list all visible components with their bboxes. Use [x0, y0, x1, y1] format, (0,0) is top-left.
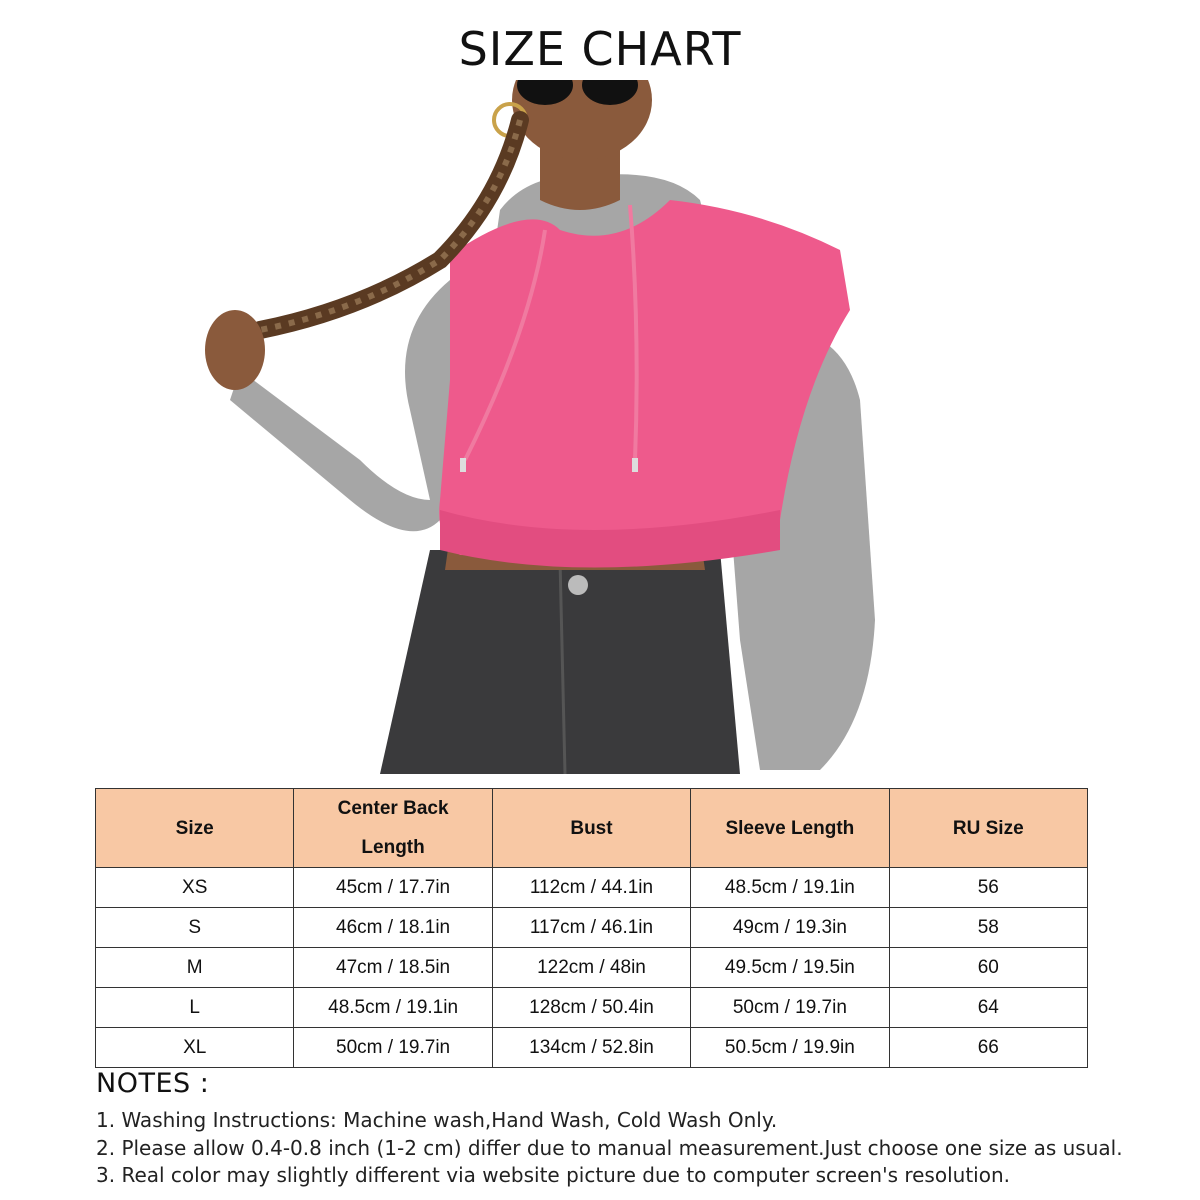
note-item: 3. Real color may slightly different via website picture due to computer screen's resolution. [96, 1163, 1010, 1187]
cell-center-back-length: 46cm / 18.1in [294, 908, 492, 948]
cell-ru-size: 56 [889, 868, 1087, 908]
cell-bust: 134cm / 52.8in [492, 1028, 690, 1068]
cell-ru-size: 58 [889, 908, 1087, 948]
product-photo [200, 80, 890, 774]
cell-center-back-length: 50cm / 19.7in [294, 1028, 492, 1068]
cell-size: S [96, 908, 294, 948]
note-item: 1. Washing Instructions: Machine wash,Hand Wash, Cold Wash Only. [96, 1108, 778, 1132]
cell-bust: 128cm / 50.4in [492, 988, 690, 1028]
size-table [95, 788, 1088, 1068]
cell-ru-size: 66 [889, 1028, 1087, 1068]
table-row [96, 868, 1088, 908]
table-row [96, 1028, 1088, 1068]
cell-size: M [96, 948, 294, 988]
cell-ru-size: 60 [889, 948, 1087, 988]
cell-sleeve-length: 50.5cm / 19.9in [691, 1028, 889, 1068]
cell-center-back-length: 48.5cm / 19.1in [294, 988, 492, 1028]
cell-center-back-length: 45cm / 17.7in [294, 868, 492, 908]
cell-bust: 117cm / 46.1in [492, 908, 690, 948]
table-row [96, 988, 1088, 1028]
notes-section [96, 1068, 1176, 1190]
cell-bust: 122cm / 48in [492, 948, 690, 988]
cell-size: L [96, 988, 294, 1028]
cell-sleeve-length: 49cm / 19.3in [691, 908, 889, 948]
note-item: 2. Please allow 0.4-0.8 inch (1-2 cm) differ due to manual measurement.Just choose one size as usual. [96, 1135, 1123, 1160]
table-row [96, 908, 1088, 948]
cell-bust: 112cm / 44.1in [492, 868, 690, 908]
left-sleeve [230, 280, 460, 531]
header-ru-size: RU Size [889, 789, 1087, 868]
header-center-back-length: Center Back Length [294, 789, 492, 868]
header-size: Size [96, 789, 294, 868]
cell-size: XS [96, 868, 294, 908]
cell-center-back-length: 47cm / 18.5in [294, 948, 492, 988]
table-row [96, 948, 1088, 988]
table-header-row [96, 789, 1088, 868]
page-title: SIZE CHART [458, 22, 742, 76]
cell-ru-size: 64 [889, 988, 1087, 1028]
cell-size: XL [96, 1028, 294, 1068]
cell-sleeve-length: 48.5cm / 19.1in [691, 868, 889, 908]
hoodie-model-photo-icon [200, 80, 890, 774]
cell-sleeve-length: 49.5cm / 19.5in [691, 948, 889, 988]
header-sleeve-length: Sleeve Length [691, 789, 889, 868]
header-bust: Bust [492, 789, 690, 868]
cell-sleeve-length: 50cm / 19.7in [691, 988, 889, 1028]
notes-heading: NOTES : [96, 1068, 210, 1099]
